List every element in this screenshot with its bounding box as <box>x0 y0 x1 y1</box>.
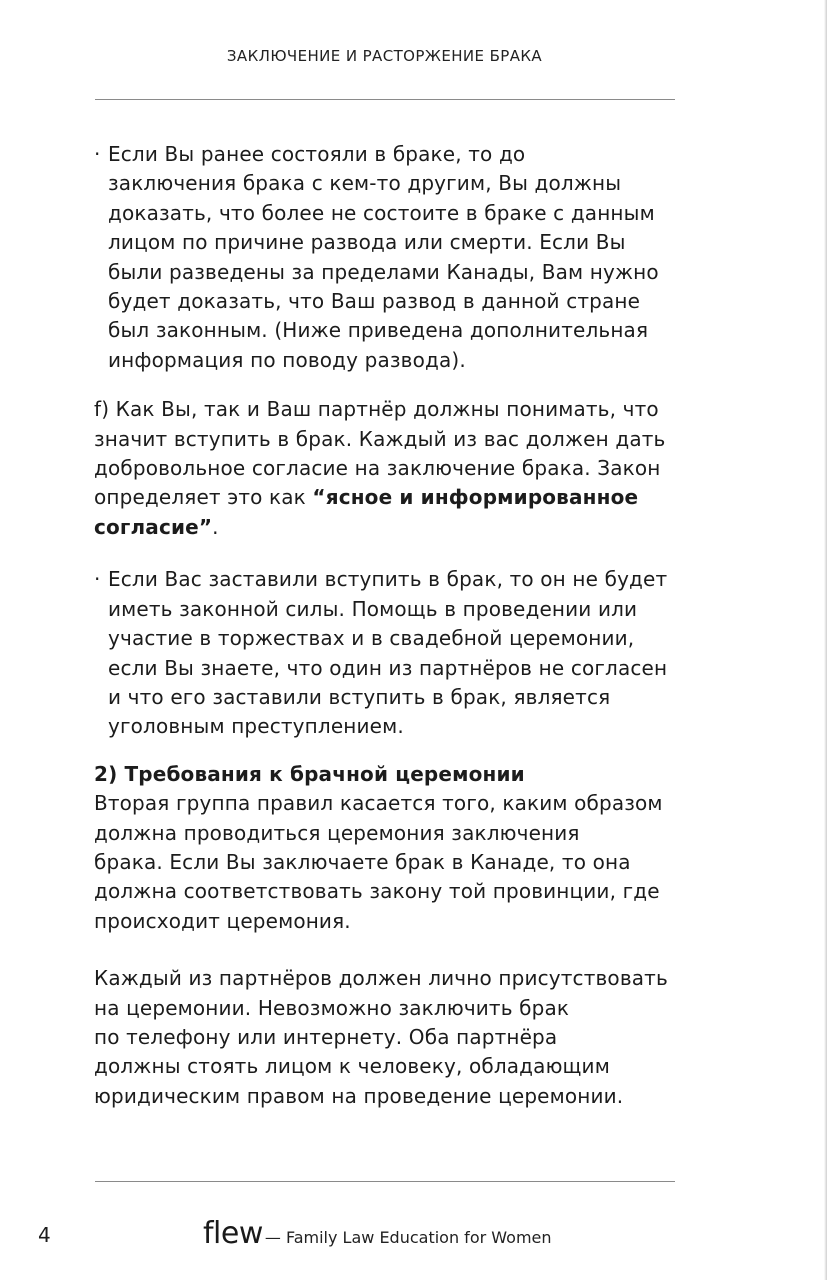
text-line: и что его заставили вступить в брак, является <box>108 684 611 709</box>
text-line: Вторая группа правил касается того, каким образом <box>94 791 663 816</box>
text-line: должна соответствовать закону той провинции, где <box>94 879 660 904</box>
bullet-forced-marriage <box>94 565 684 741</box>
text-line: информация по поводу развода). <box>108 347 466 372</box>
text-line: были разведены за пределами Канады, Вам нужно <box>108 259 659 284</box>
text-line: добровольное согласие на заключение брака. Закон <box>94 456 661 481</box>
bold-term: “ясное и информированное <box>312 485 639 510</box>
text-segment: определяет это как <box>94 485 313 510</box>
footer-tagline: — Family Law Education for Women <box>264 1228 552 1247</box>
header-rule <box>95 99 675 100</box>
bullet-marker: · <box>94 142 101 166</box>
text-line: заключения брака с кем-то другим, Вы должны <box>108 171 622 196</box>
bullet-previous-marriage <box>94 140 684 375</box>
running-header: ЗАКЛЮЧЕНИЕ И РАСТОРЖЕНИЕ БРАКА <box>226 47 543 65</box>
text-line: доказать, что более не состоите в браке с данным <box>108 200 655 225</box>
text-line: иметь законной силы. Помощь в проведении или <box>108 596 638 621</box>
text-line: юридическим правом на проведение церемонии. <box>94 1083 624 1108</box>
text-line: Если Вы ранее состояли в браке, то до <box>108 142 526 166</box>
text-line: участие в торжествах и в свадебной церемонии, <box>108 626 635 651</box>
text-line: на церемонии. Невозможно заключить брак <box>94 995 570 1020</box>
text-line: f) Как Вы, так и Ваш партнёр должны понимать, что <box>94 397 659 422</box>
text-line: брака. Если Вы заключаете брак в Канаде, то она <box>94 849 631 874</box>
text-line: должна проводиться церемония заключения <box>94 820 580 845</box>
footer-brand <box>203 1216 552 1251</box>
text-line: уголовным преступлением. <box>108 714 404 739</box>
text-line: значит вступить в брак. Каждый из вас должен дать <box>94 426 666 451</box>
text-line: должны стоять лицом к человеку, обладающим <box>94 1054 610 1079</box>
section-heading: 2) Требования к брачной церемонии <box>94 761 525 786</box>
footer-rule <box>95 1181 675 1182</box>
page-body <box>94 140 684 1111</box>
paragraph-ceremony-rules <box>94 789 684 936</box>
text-line: по телефону или интернету. Оба партнёра <box>94 1024 558 1049</box>
text-line <box>94 513 684 542</box>
text-line <box>94 483 684 512</box>
text-line: Если Вас заставили вступить в брак, то он не будет <box>108 567 668 592</box>
flew-logo: flew <box>203 1216 263 1251</box>
text-line: будет доказать, что Ваш развод в данной стране <box>108 289 641 314</box>
bullet-marker: · <box>94 567 101 592</box>
text-line: лицом по причине развода или смерти. Если Вы <box>108 230 626 255</box>
paragraph-presence <box>94 964 684 1111</box>
paragraph-consent <box>94 395 684 542</box>
text-line: происходит церемония. <box>94 908 351 933</box>
bold-term: согласие” <box>94 514 213 539</box>
text-segment: . <box>212 514 219 539</box>
text-line: Каждый из партнёров должен лично присутствовать <box>94 966 668 991</box>
page-number: 4 <box>38 1223 51 1247</box>
text-line: был законным. (Ниже приведена дополнительная <box>108 318 649 343</box>
text-line: если Вы знаете, что один из партнёров не согласен <box>108 655 668 680</box>
